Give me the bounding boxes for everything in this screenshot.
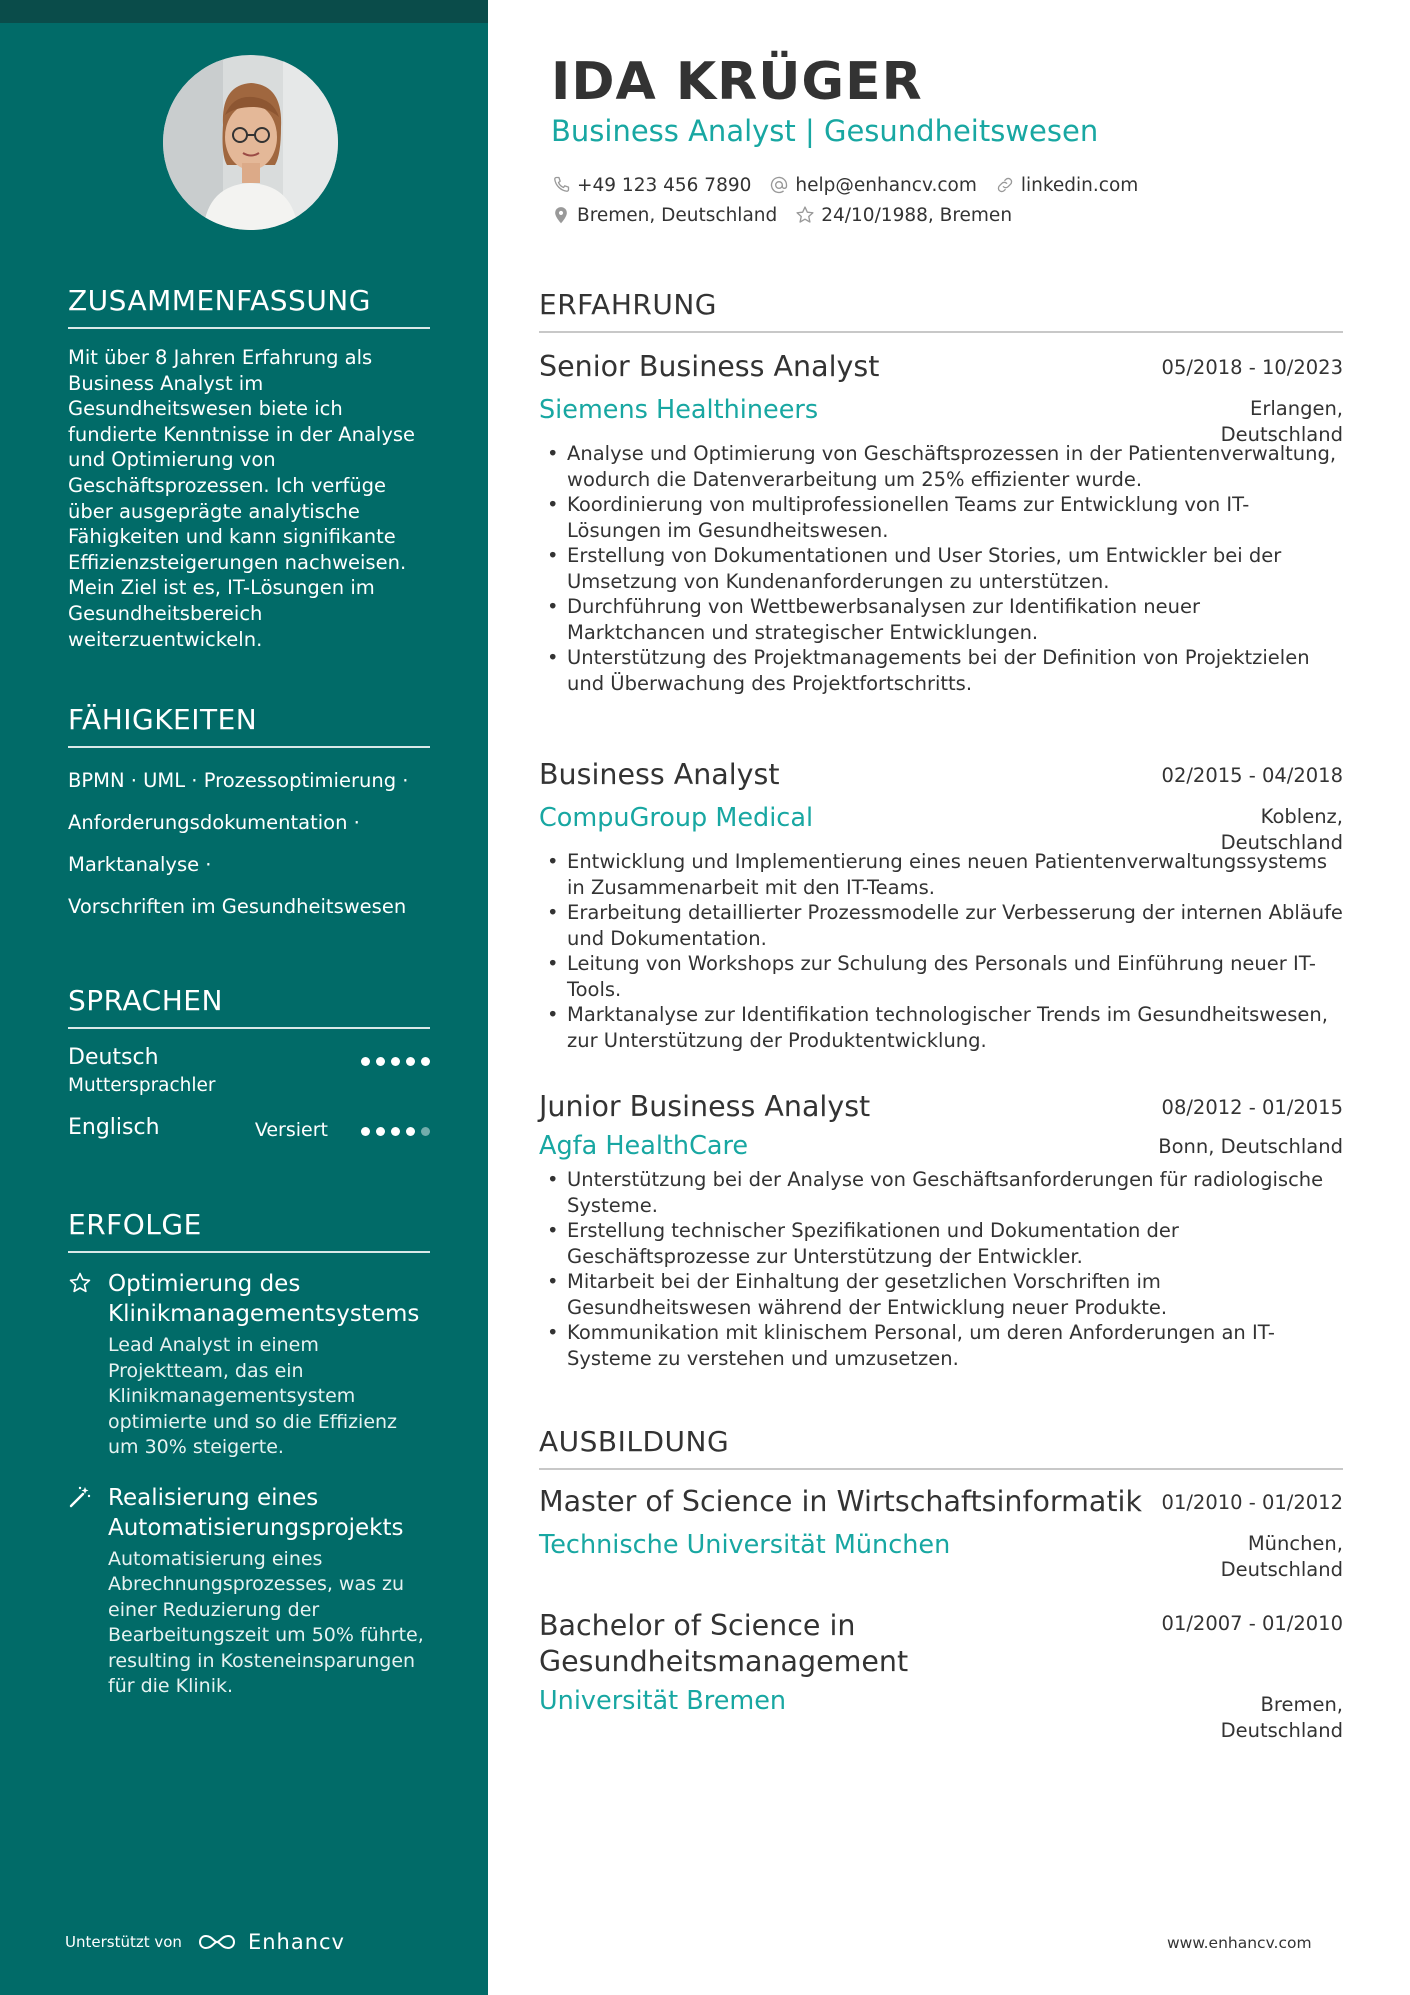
location-text: Bremen, Deutschland xyxy=(577,204,778,226)
education-date: 01/2010 - 01/2012 xyxy=(1161,1491,1343,1514)
magic-wand-icon xyxy=(68,1485,92,1509)
job-location xyxy=(1158,1134,1343,1160)
education-location-line: München, xyxy=(1247,1532,1343,1555)
skill-row: Marktanalyse · xyxy=(68,853,212,876)
skills-list xyxy=(68,760,430,928)
job-location-line: Deutschland xyxy=(1220,422,1343,446)
language-level-dots xyxy=(361,1127,430,1136)
level-dot xyxy=(406,1127,415,1136)
education-location xyxy=(1221,1692,1343,1743)
language-name: Deutsch xyxy=(68,1045,159,1070)
education-location-line: Bremen, xyxy=(1260,1693,1343,1716)
summary-section xyxy=(68,284,430,652)
sidebar xyxy=(0,0,488,1995)
contact-location xyxy=(551,205,777,226)
contact-birth xyxy=(795,205,1012,226)
job-title: Junior Business Analyst xyxy=(539,1090,871,1123)
star-outline-icon xyxy=(795,205,815,225)
language-level-dots xyxy=(361,1057,430,1066)
level-dot xyxy=(376,1127,385,1136)
experience-heading: ERFAHRUNG xyxy=(539,288,1343,333)
job-title: Business Analyst xyxy=(539,758,780,791)
level-dot xyxy=(391,1057,400,1066)
at-icon xyxy=(769,175,789,195)
level-dot xyxy=(361,1057,370,1066)
achievement-description: Automatisierung eines Abrechnungsprozesses, was zu einer Reduzierung der Bearbeitungszeit um 50% führte, resulting in Kosteneinsparungen für die Klinik. xyxy=(108,1547,424,1697)
contact-phone[interactable] xyxy=(551,175,751,196)
job-location-line: Erlangen, xyxy=(1250,397,1343,420)
birth-text: 24/10/1988, Bremen xyxy=(821,204,1013,226)
brand-name: Enhancv xyxy=(247,1930,345,1954)
level-dot xyxy=(391,1127,400,1136)
achievement-title: Realisierung eines Automatisierungsprojekts xyxy=(108,1484,404,1541)
achievement-description: Lead Analyst in einem Projektteam, das ein Klinikmanagementsystem optimierte und so die Effizienz um 30% steigerte. xyxy=(108,1334,398,1458)
achievement-item xyxy=(68,1483,430,1700)
job-bullet: • Durchführung von Wettbewerbsanalysen zur Identifikation neuer Marktchancen und strategischer Entwicklungen. xyxy=(539,594,1343,645)
achievement-title: Optimierung des Klinikmanagementsystems xyxy=(108,1271,420,1327)
contact-linkedin[interactable] xyxy=(995,175,1138,196)
powered-by-label: Unterstützt von xyxy=(65,1933,182,1951)
contact-email[interactable] xyxy=(769,175,976,196)
person-role: Business Analyst | Gesundheitswesen xyxy=(551,114,1099,148)
job-entry xyxy=(539,1090,1343,1371)
skill-row: Anforderungsdokumentation · xyxy=(68,811,360,834)
job-bullets xyxy=(539,1167,1343,1371)
job-location xyxy=(1221,396,1343,447)
location-pin-icon xyxy=(551,205,571,225)
language-level-sub: Muttersprachler xyxy=(68,1075,216,1096)
summary-text: Mit über 8 Jahren Erfahrung als Business Analyst im Gesundheitswesen biete ich fundierte Kenntnisse in der Analyse und Optimierung von Geschäftsprozessen. Ich verfüge über ausgeprägte analytische Fähigkeiten und kann signifikante Effizienzsteigerungen nachweisen. Mein Ziel ist es, IT-Lösungen im Gesundheitsbereich weiterzuentwickeln. xyxy=(68,346,416,651)
skill-row: Vorschriften im Gesundheitswesen xyxy=(68,895,407,918)
job-company: CompuGroup Medical xyxy=(539,803,814,833)
job-bullet: • Analyse und Optimierung von Geschäftsprozessen in der Patientenverwaltung, wodurch die Datenverarbeitung um 25% effizienter wurde. xyxy=(539,441,1343,492)
education-date: 01/2007 - 01/2010 xyxy=(1161,1612,1343,1635)
infinity-logo-icon xyxy=(194,1930,240,1954)
footer-url[interactable]: www.enhancv.com xyxy=(1167,1934,1312,1952)
profile-photo xyxy=(163,55,338,230)
school-name: Universität Bremen xyxy=(539,1686,787,1716)
job-location-line: Deutschland xyxy=(1220,830,1343,854)
degree-title-line: Bachelor of Science in xyxy=(539,1609,856,1642)
education-location-line: Deutschland xyxy=(1220,1557,1343,1581)
skills-section xyxy=(68,703,430,928)
job-bullet: • Leitung von Workshops zur Schulung des Personals und Einführung neuer IT-Tools. xyxy=(539,951,1343,1002)
education-location xyxy=(1221,1531,1343,1582)
job-bullet: • Erstellung technischer Spezifikationen und Dokumentation der Geschäftsprozesse zur Unterstützung der Entwickler. xyxy=(539,1218,1343,1269)
main-content xyxy=(539,0,1343,1995)
achievement-item xyxy=(68,1269,430,1461)
job-bullet: • Kommunikation mit klinischem Personal, um deren Anforderungen an IT-Systeme zu verstehen und umzusetzen. xyxy=(539,1320,1343,1371)
level-dot-empty xyxy=(421,1127,430,1136)
job-date: 08/2012 - 01/2015 xyxy=(1161,1096,1343,1119)
email-text: help@enhancv.com xyxy=(795,174,977,196)
job-bullet: • Erarbeitung detaillierter Prozessmodelle zur Verbesserung der internen Abläufe und Dokumentation. xyxy=(539,900,1343,951)
language-row-englisch xyxy=(68,1115,430,1175)
degree-title-line: Gesundheitsmanagement xyxy=(539,1645,909,1678)
achievements-section xyxy=(68,1208,430,1700)
job-company: Agfa HealthCare xyxy=(539,1131,749,1161)
education-entry xyxy=(539,1485,1343,1581)
job-entry xyxy=(539,350,1343,696)
contact-info xyxy=(551,170,1138,230)
job-bullets xyxy=(539,441,1343,696)
skills-heading: FÄHIGKEITEN xyxy=(68,703,430,748)
job-entry xyxy=(539,758,1343,1053)
linkedin-text: linkedin.com xyxy=(1020,174,1139,196)
language-level-label: Versiert xyxy=(254,1119,328,1141)
degree-title: Master of Science in Wirtschaftsinformatik xyxy=(539,1485,1142,1518)
summary-heading: ZUSAMMENFASSUNG xyxy=(68,284,430,329)
languages-heading: SPRACHEN xyxy=(68,984,430,1029)
job-bullet: • Unterstützung des Projektmanagements bei der Definition von Projektzielen und Überwachung des Projektfortschritts. xyxy=(539,645,1343,696)
job-location xyxy=(1221,804,1343,855)
job-bullet: • Marktanalyse zur Identifikation technologischer Trends im Gesundheitswesen, zur Unterstützung der Produktentwicklung. xyxy=(539,1002,1343,1053)
languages-section xyxy=(68,984,430,1175)
education-location-line: Deutschland xyxy=(1220,1718,1343,1742)
level-dot xyxy=(361,1127,370,1136)
education-heading: AUSBILDUNG xyxy=(539,1425,1343,1470)
job-date: 05/2018 - 10/2023 xyxy=(1161,356,1343,379)
level-dot xyxy=(406,1057,415,1066)
job-bullet: • Mitarbeit bei der Einhaltung der gesetzlichen Vorschriften im Gesundheitswesen während der Entwicklung neuer Produkte. xyxy=(539,1269,1343,1320)
job-bullet: • Entwicklung und Implementierung eines neuen Patientenverwaltungssystems in Zusammenarbeit mit den IT-Teams. xyxy=(539,849,1343,900)
powered-by xyxy=(65,1930,345,1954)
sidebar-top-strip xyxy=(0,0,488,23)
level-dot xyxy=(421,1057,430,1066)
job-bullet: • Koordinierung von multiprofessionellen Teams zur Entwicklung von IT-Lösungen im Gesundheitswesen. xyxy=(539,492,1343,543)
person-name: IDA KRÜGER xyxy=(551,52,923,112)
education-entry xyxy=(539,1608,1343,1742)
job-date: 02/2015 - 04/2018 xyxy=(1161,764,1343,787)
level-dot xyxy=(376,1057,385,1066)
job-bullet: • Unterstützung bei der Analyse von Geschäftsanforderungen für radiologische Systeme. xyxy=(539,1167,1343,1218)
job-location-line: Bonn, Deutschland xyxy=(1158,1135,1343,1158)
skill-row: BPMN · UML · Prozessoptimierung · xyxy=(68,769,409,792)
phone-text: +49 123 456 7890 xyxy=(577,174,752,196)
link-icon xyxy=(995,175,1015,195)
job-bullets xyxy=(539,849,1343,1053)
achievements-heading: ERFOLGE xyxy=(68,1208,430,1253)
job-bullet: • Erstellung von Dokumentationen und User Stories, um Entwickler bei der Umsetzung von Kundenanforderungen zu unterstützen. xyxy=(539,543,1343,594)
job-title: Senior Business Analyst xyxy=(539,350,880,383)
enhancv-logo[interactable] xyxy=(194,1930,345,1954)
school-name: Technische Universität München xyxy=(539,1530,951,1560)
job-company: Siemens Healthineers xyxy=(539,395,819,425)
language-row-deutsch xyxy=(68,1045,430,1115)
job-location-line: Koblenz, xyxy=(1260,805,1343,828)
star-icon xyxy=(68,1271,92,1295)
language-name: Englisch xyxy=(68,1115,160,1140)
phone-icon xyxy=(551,175,571,195)
